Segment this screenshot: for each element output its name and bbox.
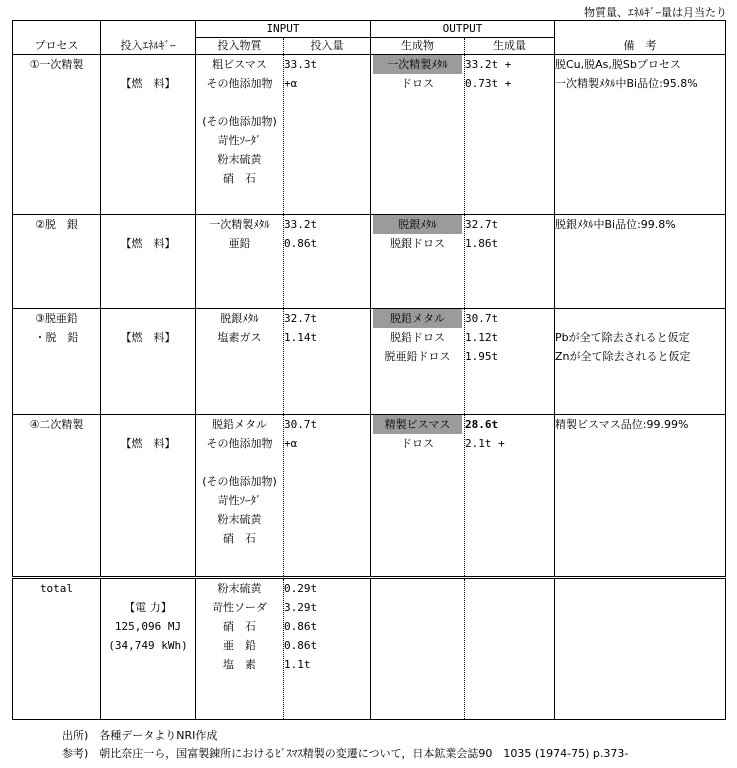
input-material: (その他添加物) <box>202 115 277 128</box>
product-amount: 33.2t + <box>465 58 512 71</box>
total-input-amount: 0.29t <box>284 582 318 595</box>
process-name-cell <box>13 415 101 578</box>
product-line <box>371 74 464 93</box>
header-input-amount: 投入量 <box>284 38 371 55</box>
input-amount <box>284 112 370 131</box>
product-amount-cell <box>465 309 555 415</box>
bismuth-refining-table <box>12 20 726 720</box>
remark-text: Pbが全て除去されると仮定 <box>555 331 690 344</box>
product-name: 脱鉛ドロス <box>390 331 445 344</box>
input-material <box>196 453 283 472</box>
header-remarks: 備 考 <box>555 21 726 55</box>
input-material: 硝 石 <box>223 532 256 545</box>
remark-text: 脱Cu,脱As,脱Sbプロセス <box>555 58 681 71</box>
process-name: ②脱 銀 <box>35 218 78 231</box>
product-amount: 1.12t <box>465 331 499 344</box>
input-material: 苛性ｿｰﾀﾞ <box>217 494 262 507</box>
product-name: ドロス <box>401 77 434 90</box>
product-name: 脱銀ドロス <box>390 237 445 250</box>
energy-cell <box>101 309 196 415</box>
process-name: ③脱亜鉛 <box>35 312 78 325</box>
input-amount: 30.7t <box>284 418 318 431</box>
total-energy: (34,749 kWh) <box>108 639 188 652</box>
total-product-cell <box>371 578 465 720</box>
total-input-amount: 3.29t <box>284 601 318 614</box>
highlighted-product: 脱銀ﾒﾀﾙ <box>373 215 462 234</box>
input-material-cell <box>196 215 284 309</box>
product-line <box>371 328 464 347</box>
product-line <box>371 55 464 74</box>
energy-cell <box>101 415 196 578</box>
product-line <box>371 347 464 366</box>
total-input-material: 塩 素 <box>223 658 256 671</box>
total-row <box>13 578 726 720</box>
input-amount-cell <box>284 415 371 578</box>
input-material: 粉末硫黄 <box>217 513 262 526</box>
remark-text: 一次精製ﾒﾀﾙ中Bi品位:95.8% <box>555 77 698 90</box>
total-input-material: 苛性ソーダ <box>212 601 267 614</box>
total-input-amount: 0.86t <box>284 639 318 652</box>
header-output: OUTPUT <box>371 21 555 38</box>
product-amount: 1.86t <box>465 237 499 250</box>
total-energy <box>101 579 195 598</box>
product-cell <box>371 309 465 415</box>
header-energy: 投入ｴﾈﾙｷﾞｰ <box>101 21 196 55</box>
process-name: ①一次精製 <box>29 58 84 71</box>
total-input-amount-cell <box>284 578 371 720</box>
input-amount <box>284 472 370 491</box>
remarks-cell <box>555 309 726 415</box>
header-product: 生成物 <box>371 38 465 55</box>
input-amount <box>284 491 370 510</box>
unit-note: 物質量、ｴﾈﾙｷﾞｰ量は月当たり <box>584 6 727 19</box>
input-material: (その他添加物) <box>202 475 277 488</box>
product-line <box>371 309 464 328</box>
total-energy: 【電 力】 <box>124 601 172 614</box>
total-input-amount: 0.86t <box>284 620 318 633</box>
product-name: 脱亜鉛ドロス <box>384 350 451 363</box>
header-input-material: 投入物質 <box>196 38 284 55</box>
input-amount: +α <box>284 437 298 450</box>
input-amount <box>284 150 370 169</box>
input-amount: 1.14t <box>284 331 318 344</box>
input-amount: 33.3t <box>284 58 318 71</box>
input-amount: 33.2t <box>284 218 318 231</box>
product-amount: 2.1t + <box>465 437 505 450</box>
input-material: その他添加物 <box>206 77 273 90</box>
energy-cell <box>101 215 196 309</box>
highlighted-product: 精製ビスマス <box>373 415 462 434</box>
footer-reference: 参考) 朝比奈庄一ら，国富製錬所におけるﾋﾞｽﾏｽ精製の変遷について，日本鉱業会誌90 1035 (1974-75) p.373- <box>62 747 629 760</box>
product-cell <box>371 215 465 309</box>
product-amount: 32.7t <box>465 218 499 231</box>
process-name-cell <box>13 215 101 309</box>
input-material: 塩素ガス <box>217 331 262 344</box>
input-material-cell <box>196 415 284 578</box>
input-amount <box>284 131 370 150</box>
product-amount: 0.73t + <box>465 77 512 90</box>
product-amount: 28.6t <box>465 418 499 431</box>
header-process: プロセス <box>13 21 101 55</box>
input-amount-cell <box>284 55 371 215</box>
input-amount: 32.7t <box>284 312 318 325</box>
remark-text: Znが全て除去されると仮定 <box>555 350 691 363</box>
input-amount <box>284 510 370 529</box>
process-name-cell <box>13 55 101 215</box>
input-amount-cell <box>284 309 371 415</box>
highlighted-product: 一次精製ﾒﾀﾙ <box>373 55 462 74</box>
input-material-cell <box>196 309 284 415</box>
remark-text <box>555 309 725 328</box>
energy-label <box>101 215 195 234</box>
product-name: ドロス <box>401 437 434 450</box>
input-material <box>196 93 283 112</box>
remarks-cell <box>555 55 726 215</box>
total-input-material-cell <box>196 578 284 720</box>
input-amount <box>284 169 370 188</box>
product-cell <box>371 55 465 215</box>
input-amount: +α <box>284 77 298 90</box>
total-input-material: 粉末硫黄 <box>217 582 262 595</box>
energy-cell <box>101 55 196 215</box>
footer-source: 出所) 各種データよりNRI作成 <box>62 729 218 742</box>
input-material: 亜鉛 <box>228 237 251 250</box>
remark-text: 脱銀ﾒﾀﾙ中Bi品位:99.8% <box>555 218 676 231</box>
input-amount <box>284 93 370 112</box>
remarks-cell <box>555 215 726 309</box>
remark-text: 精製ビスマス品位:99.99% <box>555 418 689 431</box>
remarks-cell <box>555 415 726 578</box>
input-material: 粗ビスマス <box>212 58 267 71</box>
total-energy: 125,096 MJ <box>114 620 182 633</box>
input-amount: 0.86t <box>284 237 318 250</box>
input-material: 苛性ｿｰﾀﾞ <box>217 134 262 147</box>
product-cell <box>371 415 465 578</box>
product-line <box>371 415 464 434</box>
product-line <box>371 434 464 453</box>
energy-label <box>101 415 195 434</box>
product-amount: 30.7t <box>465 312 499 325</box>
product-line <box>371 234 464 253</box>
energy-label: 【燃 料】 <box>120 331 176 344</box>
header-product-amount: 生成量 <box>465 38 555 55</box>
input-material: 粉末硫黄 <box>217 153 262 166</box>
energy-label <box>101 55 195 74</box>
energy-label: 【燃 料】 <box>120 437 176 450</box>
input-amount <box>284 453 370 472</box>
highlighted-product: 脱鉛メタル <box>373 309 462 328</box>
input-amount-cell <box>284 215 371 309</box>
total-input-material: 硝 石 <box>223 620 256 633</box>
total-energy-cell <box>101 578 196 720</box>
product-amount: 1.95t <box>465 350 499 363</box>
process-name-cell <box>13 309 101 415</box>
energy-label <box>101 309 195 328</box>
total-remarks-cell <box>555 578 726 720</box>
total-label: total <box>39 582 74 595</box>
process-name: ・脱 鉛 <box>34 331 79 344</box>
input-material: その他添加物 <box>206 437 273 450</box>
process-row <box>13 215 726 309</box>
energy-label: 【燃 料】 <box>120 77 176 90</box>
product-amount-cell <box>465 415 555 578</box>
product-line <box>371 215 464 234</box>
product-amount-cell <box>465 215 555 309</box>
input-material-cell <box>196 55 284 215</box>
total-product-amount-cell <box>465 578 555 720</box>
total-label-cell <box>13 578 101 720</box>
energy-label: 【燃 料】 <box>120 237 176 250</box>
process-row <box>13 309 726 415</box>
input-material: 一次精製ﾒﾀﾙ <box>209 218 270 231</box>
total-input-material: 亜 鉛 <box>223 639 256 652</box>
total-input-amount: 1.1t <box>284 658 311 671</box>
product-amount-cell <box>465 55 555 215</box>
process-row <box>13 415 726 578</box>
header-input: INPUT <box>196 21 371 38</box>
input-material: 脱銀ﾒﾀﾙ <box>220 312 259 325</box>
process-row <box>13 55 726 215</box>
process-name: ④二次精製 <box>29 418 84 431</box>
input-material: 脱鉛メタル <box>212 418 267 431</box>
input-amount <box>284 529 370 548</box>
input-material: 硝 石 <box>223 172 256 185</box>
